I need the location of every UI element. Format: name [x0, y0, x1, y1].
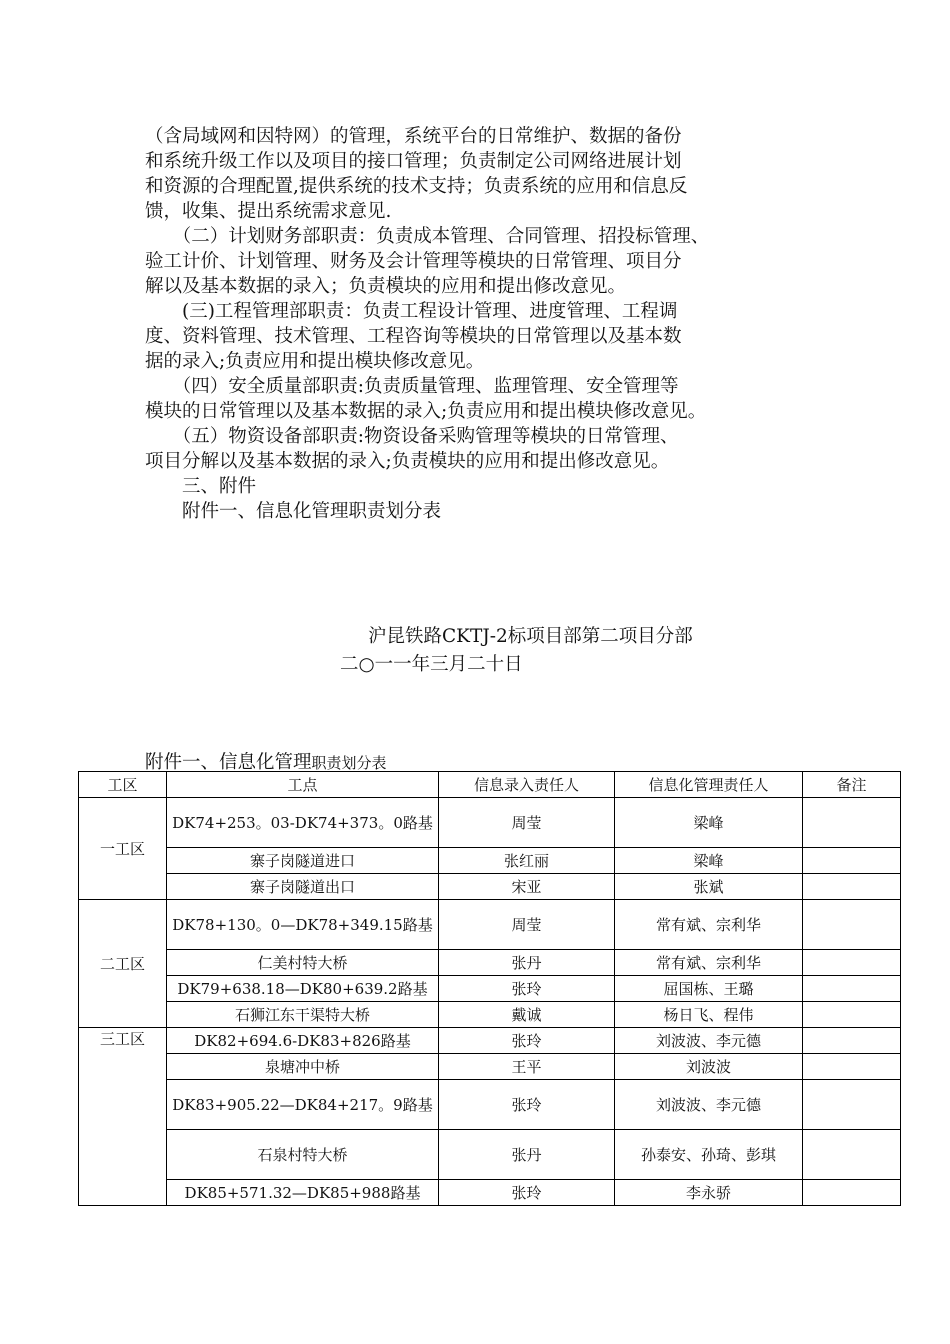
text-line: （四）安全质量部职责:负责质量管理、监理管理、安全管理等 [145, 376, 679, 397]
manager-cell: 常有斌、宗利华 [615, 900, 803, 950]
header-site: 工点 [167, 772, 439, 798]
entry-person-cell: 张玲 [439, 976, 615, 1002]
site-cell: DK83+905.22—DK84+217。9路基 [167, 1080, 439, 1130]
manager-cell: 张斌 [615, 874, 803, 900]
site-cell: 石泉村特大桥 [167, 1130, 439, 1180]
site-cell: DK85+571.32—DK85+988路基 [167, 1180, 439, 1206]
entry-person-cell: 张玲 [439, 1080, 615, 1130]
entry-person-cell: 王平 [439, 1054, 615, 1080]
remarks-cell [803, 1180, 901, 1206]
table-row [79, 1130, 901, 1180]
body-text [145, 124, 825, 524]
text-line: 和资源的合理配置,提供系统的技术支持；负责系统的应用和信息反 [145, 176, 688, 197]
table-header-row [79, 772, 901, 798]
text-line: （五）物资设备部职责:物资设备采购管理等模块的日常管理、 [145, 426, 679, 447]
table-caption-tail: 职责划分表 [311, 754, 387, 772]
site-cell: 石狮江东干渠特大桥 [167, 1002, 439, 1028]
remarks-cell [803, 976, 901, 1002]
entry-person-cell: 周莹 [439, 798, 615, 848]
site-cell: 仁美村特大桥 [167, 950, 439, 976]
site-cell: DK82+694.6-DK83+826路基 [167, 1028, 439, 1054]
entry-person-cell: 张丹 [439, 950, 615, 976]
manager-cell: 梁峰 [615, 798, 803, 848]
text-line: 和系统升级工作以及项目的接口管理；负责制定公司网络进展计划 [145, 151, 682, 172]
site-cell: DK78+130。0—DK78+349.15路基 [167, 900, 439, 950]
manager-cell: 杨日飞、程伟 [615, 1002, 803, 1028]
text-line: 馈，收集、提出系统需求意见. [145, 201, 392, 222]
entry-person-cell: 宋亚 [439, 874, 615, 900]
site-cell: 泉塘冲中桥 [167, 1054, 439, 1080]
table-row [79, 1028, 901, 1054]
zone-cell: 一工区 [79, 798, 167, 900]
entry-person-cell: 张玲 [439, 1028, 615, 1054]
text-line: 项目分解以及基本数据的录入;负责模块的应用和提出修改意见。 [145, 451, 670, 472]
text-line: （含局域网和因特网）的管理，系统平台的日常维护、数据的备份 [145, 126, 682, 147]
site-cell: DK74+253。03-DK74+373。0路基 [167, 798, 439, 848]
table-row [79, 1180, 901, 1206]
text-line: 验工计价、计划管理、财务及会计管理等模块的日常管理、项目分 [145, 251, 682, 272]
remarks-cell [803, 874, 901, 900]
table-row [79, 848, 901, 874]
site-cell: 寨子岗隧道进口 [167, 848, 439, 874]
manager-cell: 刘波波、李元德 [615, 1028, 803, 1054]
text-line: 度、资料管理、技术管理、工程咨询等模块的日常管理以及基本数 [145, 326, 682, 347]
text-line: (三)工程管理部职责：负责工程设计管理、进度管理、工程调 [145, 301, 678, 322]
table-row [79, 1002, 901, 1028]
manager-cell: 刘波波、李元德 [615, 1080, 803, 1130]
manager-cell: 李永骄 [615, 1180, 803, 1206]
zone-cell: 三工区 [79, 1028, 167, 1206]
text-line: 解以及基本数据的录入；负责模块的应用和提出修改意见。 [145, 276, 627, 297]
entry-person-cell: 张玲 [439, 1180, 615, 1206]
table-row [79, 976, 901, 1002]
entry-person-cell: 张红丽 [439, 848, 615, 874]
remarks-cell [803, 950, 901, 976]
zone-cell: 二工区 [79, 900, 167, 1028]
header-zone: 工区 [79, 772, 167, 798]
manager-cell: 梁峰 [615, 848, 803, 874]
signature-date: 二○一一年三月二十日 [340, 654, 523, 675]
manager-cell: 孙泰安、孙琦、彭琪 [615, 1130, 803, 1180]
remarks-cell [803, 1028, 901, 1054]
table-row [79, 1054, 901, 1080]
table-row [79, 798, 901, 848]
site-cell: 寨子岗隧道出口 [167, 874, 439, 900]
table-caption-main: 附件一、信息化管理 [145, 752, 312, 773]
table-row [79, 900, 901, 950]
text-line: 三、附件 [145, 476, 257, 497]
text-line: 据的录入;负责应用和提出模块修改意见。 [145, 351, 485, 372]
remarks-cell [803, 1080, 901, 1130]
header-manager: 信息化管理责任人 [615, 772, 803, 798]
remarks-cell [803, 1054, 901, 1080]
signature-org: 沪昆铁路CKTJ-2标项目部第二项目分部 [368, 626, 693, 647]
remarks-cell [803, 848, 901, 874]
duty-table [78, 771, 901, 1206]
text-line: 附件一、信息化管理职责划分表 [145, 501, 442, 522]
manager-cell: 常有斌、宗利华 [615, 950, 803, 976]
manager-cell: 屈国栋、王璐 [615, 976, 803, 1002]
remarks-cell [803, 798, 901, 848]
remarks-cell [803, 1002, 901, 1028]
remarks-cell [803, 900, 901, 950]
entry-person-cell: 戴诚 [439, 1002, 615, 1028]
table-row [79, 950, 901, 976]
entry-person-cell: 周莹 [439, 900, 615, 950]
entry-person-cell: 张丹 [439, 1130, 615, 1180]
text-line: （二）计划财务部职责：负责成本管理、合同管理、招投标管理、 [145, 226, 710, 247]
header-remarks: 备注 [803, 772, 901, 798]
site-cell: DK79+638.18—DK80+639.2路基 [167, 976, 439, 1002]
text-line: 模块的日常管理以及基本数据的录入;负责应用和提出模块修改意见。 [145, 401, 707, 422]
remarks-cell [803, 1130, 901, 1180]
header-entry-person: 信息录入责任人 [439, 772, 615, 798]
table-row [79, 1080, 901, 1130]
table-row [79, 874, 901, 900]
manager-cell: 刘波波 [615, 1054, 803, 1080]
